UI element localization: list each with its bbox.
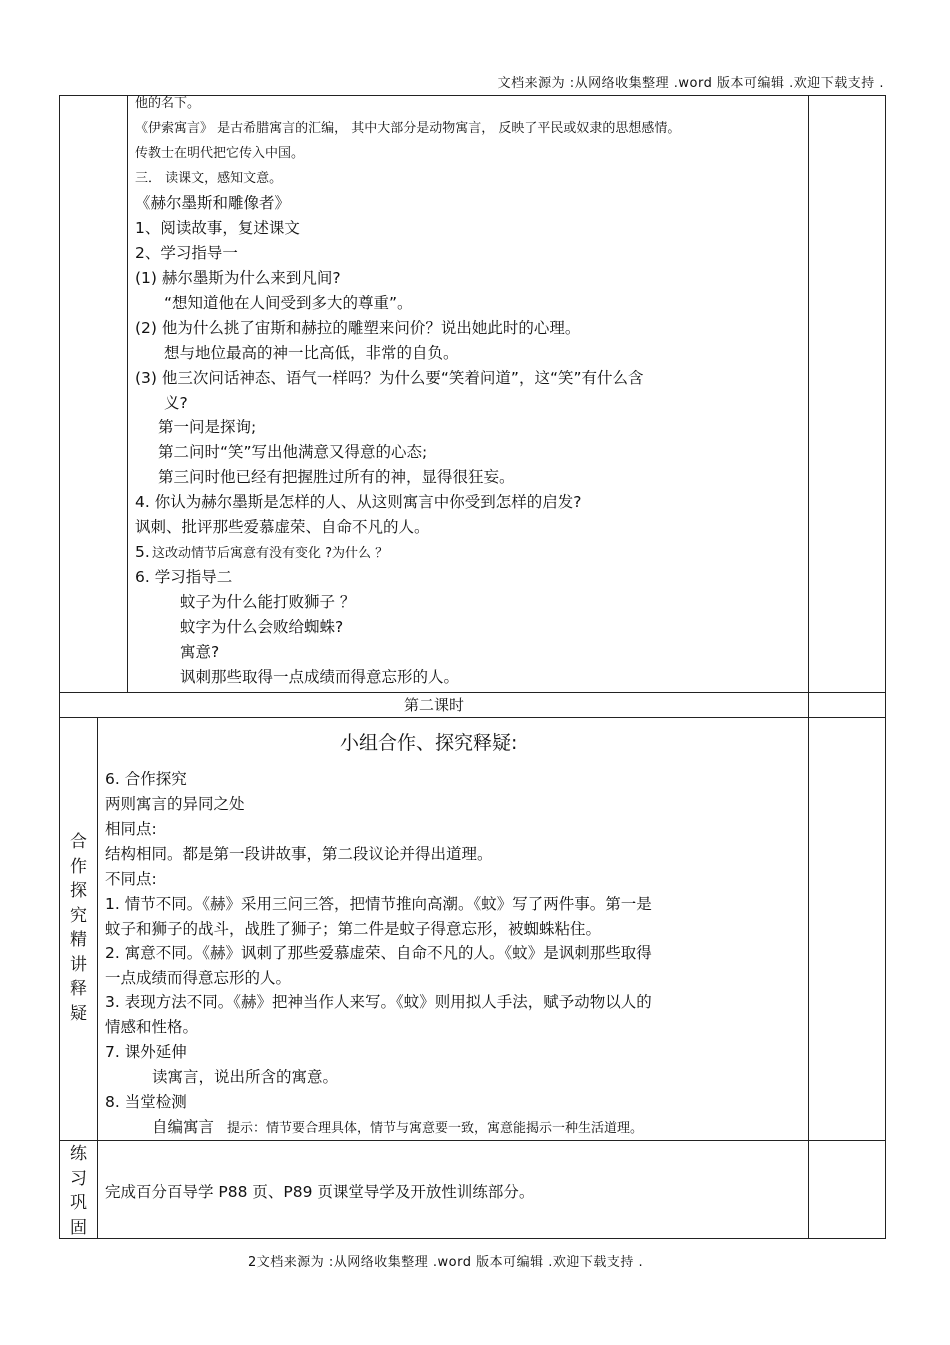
side-label-char: 讲 <box>70 954 87 975</box>
text-line: (3) 他三次问话神态、语气一样吗？为什么要“笑着问道”，这“笑”有什么含 <box>135 369 644 387</box>
text-line: 4. 你认为赫尔墨斯是怎样的人、从这则寓言中你受到怎样的启发? <box>135 493 582 511</box>
text-line: (1) 赫尔墨斯为什么来到凡间? <box>135 269 341 287</box>
column-divider <box>808 95 809 1239</box>
text-line: 5. <box>135 543 150 561</box>
section2-side-label <box>60 830 97 1026</box>
text-line: 这改动情节后寓意有没有变化 ?为什么 ？ <box>152 546 389 561</box>
text-line: 蚊字为什么会败给蜘蛛? <box>180 618 344 636</box>
column-divider <box>127 95 128 693</box>
side-label-char: 究 <box>70 905 87 926</box>
text-line: 想与地位最高的神一比高低，非常的自负。 <box>164 344 459 362</box>
text-line: 相同点: <box>105 820 157 838</box>
text-line: “想知道他在人间受到多大的尊重”。 <box>164 294 413 312</box>
side-label-char: 释 <box>70 979 87 999</box>
text-line: 1. 情节不同。《赫》采用三问三答，把情节推向高潮。《蚊》写了两件事。第一是 <box>105 895 652 913</box>
text-line: 6. 合作探究 <box>105 770 187 788</box>
side-label-char: 精 <box>70 930 87 950</box>
text-line: 2、学习指导一 <box>135 244 238 262</box>
page-footer: 2文档来源为 :从网络收集整理 .word 版本可编辑 .欢迎下载支持 . <box>248 1255 644 1270</box>
lesson2-title: 第二课时 <box>403 696 464 714</box>
text-line: 《赫尔墨斯和雕像者》 <box>135 194 291 212</box>
row-divider <box>59 717 886 718</box>
side-label-char: 练 <box>70 1144 87 1164</box>
text-line: 讽刺、批评那些爱慕虚荣、自命不凡的人。 <box>135 518 430 536</box>
text-line: 读寓言，说出所含的寓意。 <box>152 1068 339 1086</box>
text-line: 两则寓言的异同之处 <box>105 795 245 813</box>
side-label-char: 巩 <box>70 1193 87 1213</box>
text-line: 传教士在明代把它传入中国。 <box>135 146 305 161</box>
section3-side-label <box>60 1142 97 1240</box>
side-label-char: 合 <box>70 832 87 852</box>
text-line: 蚊子和狮子的战斗，战胜了狮子；第二件是蚊子得意忘形，被蜘蛛粘住。 <box>105 920 602 938</box>
section2-heading: 小组合作、探究释疑: <box>340 732 518 754</box>
text-line: 1、阅读故事，复述课文 <box>135 219 300 237</box>
text-line: 自编寓言 <box>152 1118 215 1136</box>
text-line: 第三问时他已经有把握胜过所有的神，显得很狂妄。 <box>158 468 515 486</box>
row-divider <box>59 1140 886 1141</box>
text-line: 第二问时“笑”写出他满意又得意的心态; <box>158 443 428 461</box>
text-line: 寓意? <box>180 643 220 661</box>
side-label-char: 作 <box>70 856 87 877</box>
page-header: 文档来源为 :从网络收集整理 .word 版本可编辑 .欢迎下载支持 . <box>497 76 884 91</box>
text-line: 一点成绩而得意忘形的人。 <box>105 969 292 987</box>
side-label-text <box>60 1142 97 1240</box>
side-label-char: 习 <box>70 1168 87 1189</box>
side-label-char: 探 <box>70 881 87 901</box>
text-line: 2. 寓意不同。《赫》讽刺了那些爱慕虚荣、自命不凡的人。《蚊》是讽刺那些取得 <box>105 944 652 962</box>
text-line: 不同点: <box>105 870 157 888</box>
text-line: 第一问是探询; <box>158 418 257 436</box>
text-line: 蚊子为什么能打败狮子 ？ <box>180 593 356 611</box>
text-line: 情感和性格。 <box>105 1018 199 1036</box>
text-line: 《伊索寓言》 是古希腊寓言的汇编， 其中大部分是动物寓言， 反映了平民或奴隶的思想感情。 <box>135 121 681 136</box>
text-line: 结构相同。都是第一段讲故事，第二段议论并得出道理。 <box>105 845 493 863</box>
text-line: 6. 学习指导二 <box>135 568 233 586</box>
text-line: 义? <box>164 394 188 412</box>
text-line: 三． 读课文，感知文意。 <box>135 171 283 186</box>
text-line: 3. 表现方法不同。《赫》把神当作人来写。《蚊》则用拟人手法，赋予动物以人的 <box>105 993 652 1011</box>
text-line: 他的名下。 <box>135 96 201 111</box>
text-line: 8. 当堂检测 <box>105 1093 187 1111</box>
side-label-text <box>60 830 97 1026</box>
column-divider <box>97 717 98 1239</box>
section3-text: 完成百分百导学 P88 页、P89 页课堂导学及开放性训练部分。 <box>105 1183 535 1201</box>
text-line: 提示：情节要合理具体，情节与寓意要一致，寓意能揭示一种生活道理。 <box>227 1121 644 1136</box>
side-label-char: 固 <box>70 1217 87 1238</box>
text-line: (2) 他为什么挑了宙斯和赫拉的雕塑来问价？说出她此时的心理。 <box>135 319 581 337</box>
text-line: 讽刺那些取得一点成绩而得意忘形的人。 <box>180 668 460 686</box>
text-line: 7. 课外延伸 <box>105 1043 187 1061</box>
side-label-char: 疑 <box>70 1003 87 1024</box>
